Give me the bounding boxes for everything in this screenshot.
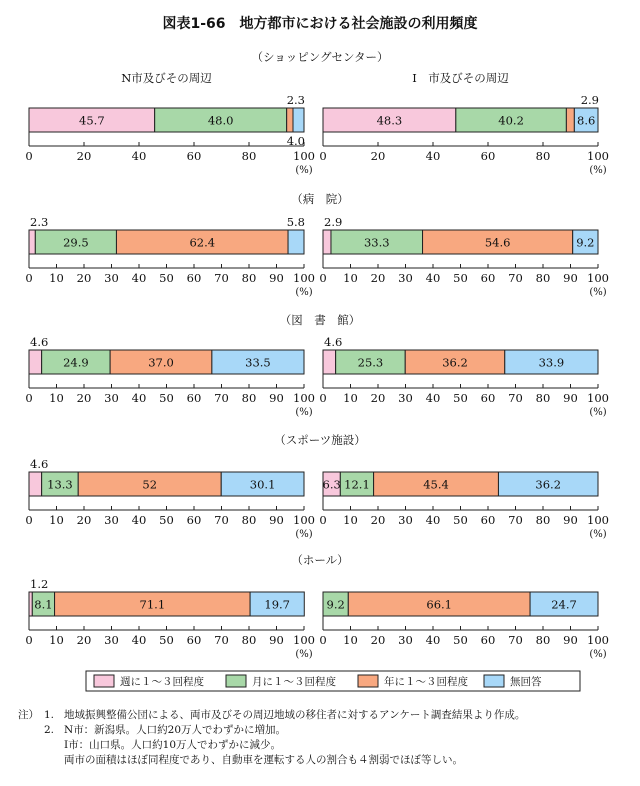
data-label: 25.3 xyxy=(357,355,384,370)
legend-label: 週に１～３回程度 xyxy=(120,676,204,688)
tick-label: 10 xyxy=(49,271,64,285)
group-title: （ホール） xyxy=(291,553,349,567)
note-number: 2. xyxy=(44,724,55,736)
data-label: 2.9 xyxy=(580,93,599,107)
tick-label: 60 xyxy=(480,513,496,527)
bar-segment xyxy=(293,108,304,132)
notes xyxy=(18,708,628,768)
tick-label: 50 xyxy=(453,271,468,285)
tick-label: 80 xyxy=(241,513,257,527)
note-line xyxy=(18,753,628,768)
data-label: 5.8 xyxy=(286,215,305,229)
stacked-bar xyxy=(25,215,315,298)
tick-label: 60 xyxy=(186,149,202,163)
tick-label: 70 xyxy=(214,513,229,527)
tick-label: 20 xyxy=(76,513,92,527)
data-label: 2.3 xyxy=(286,93,305,107)
data-label: 36.2 xyxy=(535,477,562,492)
tick-label: 50 xyxy=(159,633,174,647)
note-text: 地域振興整備公団による、両市及びその周辺地域の移住者に対するアンケート調査結果より作成。 xyxy=(64,709,526,721)
tick-label: 30 xyxy=(104,513,119,527)
tick-label: 0 xyxy=(25,391,33,405)
tick-label: 100 xyxy=(293,149,315,163)
axis-unit: (%) xyxy=(295,407,313,418)
axis-unit: (%) xyxy=(295,649,313,660)
data-label: 48.0 xyxy=(207,113,234,128)
data-label: 48.3 xyxy=(376,113,403,128)
tick-label: 10 xyxy=(49,513,64,527)
tick-label: 60 xyxy=(480,391,496,405)
tick-label: 80 xyxy=(535,513,551,527)
axis-unit: (%) xyxy=(295,529,313,540)
axis-unit: (%) xyxy=(589,165,607,176)
tick-label: 80 xyxy=(535,391,551,405)
bar-segment xyxy=(323,230,331,254)
spacer xyxy=(18,723,44,738)
data-label: 71.1 xyxy=(139,597,166,612)
data-label: 52 xyxy=(142,477,158,492)
tick-label: 50 xyxy=(159,271,174,285)
data-label: 4.6 xyxy=(30,335,49,349)
data-label: 4.6 xyxy=(324,335,343,349)
tick-label: 80 xyxy=(535,633,551,647)
tick-label: 50 xyxy=(159,391,174,405)
stacked-bar xyxy=(25,457,315,540)
chart-group xyxy=(25,50,609,176)
data-label: 2.9 xyxy=(324,215,343,229)
axis-unit: (%) xyxy=(589,649,607,660)
data-label: 8.1 xyxy=(34,597,53,612)
bar-segment xyxy=(29,472,42,496)
tick-label: 20 xyxy=(76,149,92,163)
data-label: 9.2 xyxy=(576,235,595,250)
tick-label: 20 xyxy=(370,513,386,527)
tick-label: 90 xyxy=(563,633,578,647)
tick-label: 70 xyxy=(214,391,229,405)
tick-label: 20 xyxy=(370,633,386,647)
tick-label: 90 xyxy=(563,391,578,405)
tick-label: 40 xyxy=(131,391,147,405)
data-label: 6.3 xyxy=(322,477,341,492)
data-label: 24.7 xyxy=(551,597,577,612)
data-label: 40.2 xyxy=(498,113,524,128)
tick-label: 0 xyxy=(319,391,327,405)
tick-label: 80 xyxy=(241,149,257,163)
legend xyxy=(86,671,580,691)
bar-segment xyxy=(29,350,42,374)
legend-swatch xyxy=(226,675,246,687)
tick-label: 30 xyxy=(104,271,119,285)
tick-label: 70 xyxy=(214,271,229,285)
tick-label: 60 xyxy=(186,391,202,405)
tick-label: 60 xyxy=(480,149,496,163)
data-label: 19.7 xyxy=(264,597,290,612)
stacked-bar xyxy=(25,577,315,660)
note-text: 両市の面積はほぼ同程度であり、自動車を運転する人の割合も４割弱でほぼ等しい。 xyxy=(64,754,463,766)
tick-label: 80 xyxy=(241,633,257,647)
data-label: 45.4 xyxy=(423,477,449,492)
tick-label: 80 xyxy=(241,271,257,285)
legend-swatch xyxy=(94,675,114,687)
tick-label: 40 xyxy=(131,633,147,647)
chart-group xyxy=(25,313,609,418)
legend-swatch xyxy=(358,675,378,687)
bar-segment xyxy=(288,230,304,254)
axis-unit: (%) xyxy=(589,407,607,418)
tick-label: 90 xyxy=(563,513,578,527)
tick-label: 20 xyxy=(370,149,386,163)
tick-label: 50 xyxy=(453,633,468,647)
tick-label: 100 xyxy=(587,149,609,163)
tick-label: 20 xyxy=(370,391,386,405)
group-title: （図 書 館） xyxy=(279,313,361,327)
stacked-bar xyxy=(25,335,315,418)
notes-label: 注） xyxy=(18,709,39,721)
tick-label: 50 xyxy=(453,391,468,405)
stacked-bar xyxy=(25,93,315,176)
tick-label: 0 xyxy=(319,271,327,285)
tick-label: 10 xyxy=(49,633,64,647)
tick-label: 70 xyxy=(214,633,229,647)
group-title: （スポーツ施設） xyxy=(274,433,366,447)
chart-group xyxy=(25,553,609,660)
tick-label: 60 xyxy=(186,633,202,647)
tick-label: 80 xyxy=(535,149,551,163)
stacked-bar xyxy=(319,335,609,418)
tick-label: 0 xyxy=(25,513,33,527)
tick-label: 70 xyxy=(508,271,523,285)
tick-label: 100 xyxy=(293,513,315,527)
data-label: 45.7 xyxy=(79,113,105,128)
tick-label: 20 xyxy=(76,271,92,285)
tick-label: 10 xyxy=(343,513,358,527)
stacked-bar xyxy=(319,215,609,298)
tick-label: 40 xyxy=(131,513,147,527)
tick-label: 50 xyxy=(159,513,174,527)
note-text: N市：新潟県。人口約20万人でわずかに増加。 xyxy=(64,724,287,736)
spacer xyxy=(44,738,64,753)
tick-label: 90 xyxy=(269,271,284,285)
tick-label: 60 xyxy=(186,271,202,285)
bar-segment xyxy=(29,230,35,254)
group-title: （ショッピングセンター） xyxy=(251,50,389,64)
tick-label: 30 xyxy=(104,391,119,405)
data-label: 9.2 xyxy=(326,597,345,612)
axis-unit: (%) xyxy=(295,165,313,176)
note-line xyxy=(18,723,628,738)
tick-label: 20 xyxy=(76,633,92,647)
tick-label: 40 xyxy=(131,271,147,285)
tick-label: 40 xyxy=(425,513,441,527)
stacked-bar xyxy=(319,472,609,540)
chart-groups xyxy=(25,50,609,660)
stacked-bar xyxy=(319,93,609,176)
data-label: 33.9 xyxy=(538,355,565,370)
data-label: 33.5 xyxy=(245,355,271,370)
data-label: 62.4 xyxy=(189,235,216,250)
data-label: 12.1 xyxy=(344,477,370,492)
tick-label: 60 xyxy=(480,633,496,647)
data-label: 2.3 xyxy=(30,215,49,229)
tick-label: 0 xyxy=(25,149,33,163)
tick-label: 0 xyxy=(25,633,33,647)
legend-label: 月に１～３回程度 xyxy=(252,676,336,688)
data-label: 37.0 xyxy=(148,355,174,370)
tick-label: 60 xyxy=(480,271,496,285)
column-title: N市及びその周辺 xyxy=(121,71,212,85)
data-label: 4.0 xyxy=(286,134,305,148)
tick-label: 100 xyxy=(293,391,315,405)
data-label: 66.1 xyxy=(426,597,452,612)
note-number: 1. xyxy=(44,709,55,721)
tick-label: 40 xyxy=(425,391,441,405)
tick-label: 20 xyxy=(370,271,386,285)
tick-label: 100 xyxy=(587,271,609,285)
spacer xyxy=(18,753,44,768)
tick-label: 90 xyxy=(563,271,578,285)
data-label: 1.2 xyxy=(30,577,49,591)
tick-label: 30 xyxy=(398,271,413,285)
tick-label: 80 xyxy=(241,391,257,405)
data-label: 29.5 xyxy=(63,235,89,250)
tick-label: 60 xyxy=(186,513,202,527)
tick-label: 100 xyxy=(293,633,315,647)
bar-segment xyxy=(287,108,293,132)
tick-label: 90 xyxy=(269,391,284,405)
tick-label: 10 xyxy=(343,271,358,285)
tick-label: 40 xyxy=(425,633,441,647)
chart-group xyxy=(25,433,609,540)
figure-title: 図表1-66 地方都市における社会施設の利用頻度 xyxy=(162,16,478,32)
tick-label: 30 xyxy=(398,633,413,647)
legend-swatch xyxy=(484,675,504,687)
tick-label: 40 xyxy=(131,149,147,163)
group-title: （病 院） xyxy=(291,192,349,206)
stacked-bar xyxy=(319,592,609,660)
tick-label: 10 xyxy=(343,633,358,647)
tick-label: 10 xyxy=(343,391,358,405)
tick-label: 30 xyxy=(104,633,119,647)
tick-label: 100 xyxy=(587,633,609,647)
tick-label: 0 xyxy=(319,513,327,527)
data-label: 36.2 xyxy=(442,355,468,370)
tick-label: 100 xyxy=(587,513,609,527)
bar-segment xyxy=(323,350,336,374)
tick-label: 40 xyxy=(425,271,441,285)
data-label: 13.3 xyxy=(47,477,73,492)
bar-segment xyxy=(566,108,574,132)
tick-label: 100 xyxy=(293,271,315,285)
data-label: 24.9 xyxy=(63,355,89,370)
tick-label: 30 xyxy=(398,513,413,527)
tick-label: 70 xyxy=(508,391,523,405)
data-label: 33.3 xyxy=(363,235,390,250)
note-text: I市：山口県。人口約10万人でわずかに減少。 xyxy=(64,739,282,751)
tick-label: 40 xyxy=(425,149,441,163)
legend-label: 無回答 xyxy=(510,676,542,688)
tick-label: 0 xyxy=(25,271,33,285)
tick-label: 100 xyxy=(587,391,609,405)
tick-label: 0 xyxy=(319,149,327,163)
data-label: 30.1 xyxy=(249,477,276,492)
tick-label: 70 xyxy=(508,513,523,527)
tick-label: 50 xyxy=(453,513,468,527)
data-label: 54.6 xyxy=(484,235,511,250)
tick-label: 10 xyxy=(49,391,64,405)
note-line xyxy=(18,708,628,723)
spacer xyxy=(18,738,44,753)
tick-label: 90 xyxy=(269,513,284,527)
legend-label: 年に１～３回程度 xyxy=(384,676,468,688)
axis-unit: (%) xyxy=(589,287,607,298)
axis-unit: (%) xyxy=(589,529,607,540)
column-title: I 市及びその周辺 xyxy=(412,71,509,85)
spacer xyxy=(44,753,64,768)
tick-label: 30 xyxy=(398,391,413,405)
data-label: 8.6 xyxy=(577,113,596,128)
tick-label: 80 xyxy=(535,271,551,285)
chart-group xyxy=(25,192,609,298)
note-line xyxy=(18,738,628,753)
data-label: 4.6 xyxy=(30,457,49,471)
tick-label: 70 xyxy=(508,633,523,647)
axis-unit: (%) xyxy=(295,287,313,298)
tick-label: 0 xyxy=(319,633,327,647)
tick-label: 20 xyxy=(76,391,92,405)
tick-label: 90 xyxy=(269,633,284,647)
